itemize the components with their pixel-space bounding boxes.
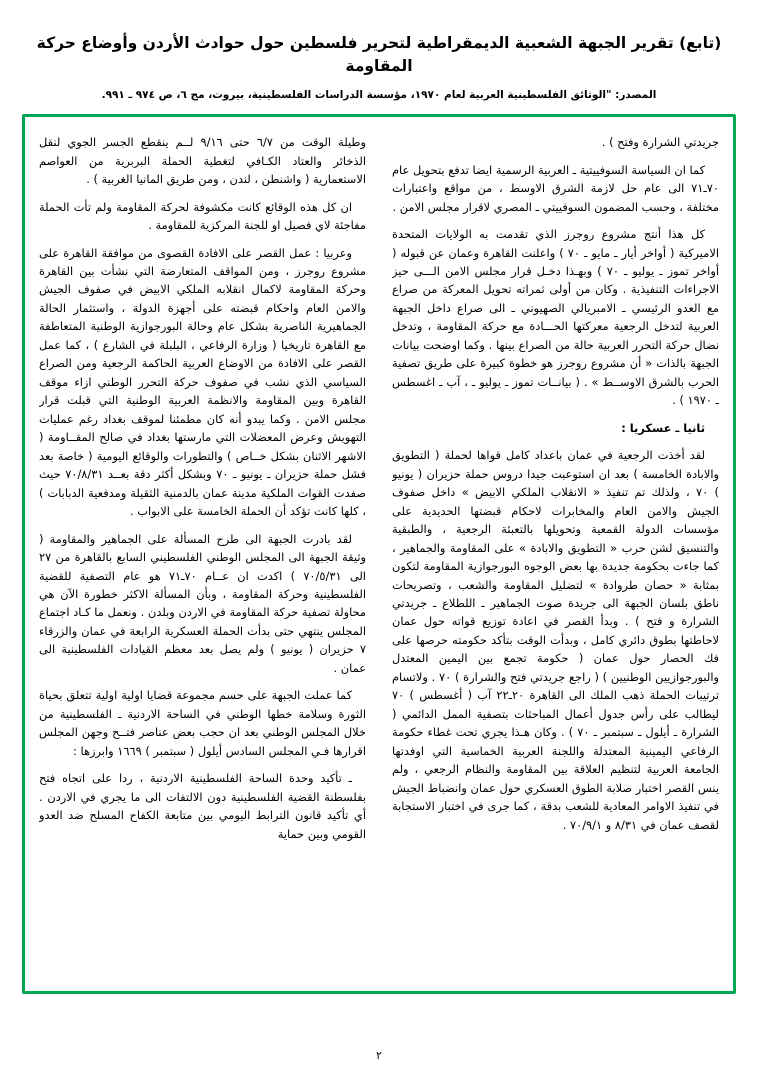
- paragraph: لقد بادرت الجبهة الى طرح المسألة على الجماهير والمقاومة ( وثيقة الجبهة الى المجلس الوطني الفلسطيني السابع بالقاهرة من ٢٧ الى ٧٠/٥/٣١ ) اكدت ان عــام ٧٠ـ٧١ هو عام التصفية للقضية الفلسطينية وحركة المقاومة ، وبأن المسألة الاكثر خطورة الآن هي محاولة تصفية حركة المقاومة في الاردن وبلدن . ونعمل ما كـاد اجتماع المجلس ينتهي حتى بدأت الحملة العسكرية الرابعة في عمان والزرقاء ٧ حزيران ( يونيو ) ولم يصل بعد معظم القيادات الفلسطينية الى عمان .: [39, 531, 366, 675]
- column-right: [392, 133, 719, 981]
- paragraph: لقد أخذت الرجعية في عمان باعداد كامل قواها لحملة ( التطويق والابادة الخامسة ) بعد ان استوعبت جيدا دروس حملة حزيران ( يونيو ) ٧٠ ، ولذلك تم تنفيذ « الانقلاب الملكي الابيض » داخل صفوف الجيش والامن العام والمخابرات لاحكام قبضتها الحديدية على مؤسسات الدولة القمعية وتحويلها بالتعبئة الرجعية ، والطبقية والتنسيق لشن حرب « التطويق والابادة » على المقاومة والجماهير ، كما جاءت بحكومة جديدة بها بعض الوجوه البورجوازية المقاومة لتكون بمثابة « حصان طروادة » لتضليل المقاومة والشعب ، وتصريحات ناطق بلسان الجبهة الى جريدة صوت الجماهير ـ اللطلاع ـ جريدتي الشرارة و فتح ) . وبدأ القصر في اعادة توزيع قواته حول عمان لاحاطتها بطوق دائري كامل ، وبدأت الوقت بتأكد حكومته حرصها على فك الحصار حول عمان ( حكومة تجمع بين اليمين المعتدل والبورجوازيين الوطنيين ) ( راجع جريدتي فتح والشرارة ) ٧٠ . ولاتسام ترتيبات الحملة ذهب الملك الى القاهرة ٢٠ـ٢٢ آب ( أغسطس ) ٧٠ ليطالب على رأس جدول أعمال المباحثات بتصفية الممل الدائمي ( الشرارة ـ أيلول ـ سبتمبر ـ ٧٠ ) . وكان هـذا يجري تحت غطاء حكومة الرفاعي اليمينية المعتدلة واللجنة العربية الخماسية التي اوفدتها الجامعة العربية لتنظيم العلاقة بين المقاومة والنظام الرجعي ، ولم ينس القصر اختبار صلابة الطوق العسكري حول عمان وانضباط الجيش في تنفيذ الاوامر المعادية للشعب بدقة ، كما جرى في اختبار الاستجابة لقصف عمان في ٨/٣١ و ٧٠/٩/١ .: [392, 448, 719, 832]
- paragraph: ـ تأكيد وحدة الساحة الفلسطينية الاردنية ، ردا على اتجاه فتح بفلسطنة القضية الفلسطينية دون الالتفات الى ما يجري في الاردن . أي تأكيد قانون الترابط اليومي بين متابعة الكفاح المسلح ضد العدو القومي وبين حماية: [39, 771, 366, 841]
- section-heading: ثانيا ـ عسكريا :: [621, 420, 705, 435]
- two-column-body: [39, 133, 719, 981]
- paragraph: ان كل هذه الوقائع كانت مكشوفة لحركة المقاومة ولم تأت الحملة مفاجئة لاي فصيل او للجنة المركزية للمقاومة .: [39, 199, 366, 233]
- source-line: المصدر: "الوثائق الفلسطينية العربية لعام ١٩٧٠، مؤسسة الدراسات الفلسطينية، بيروت، مج ٦، ص ٩٧٤ ـ ٩٩١.: [101, 88, 657, 101]
- paragraph: جريدتي الشرارة وفتح ) .: [601, 135, 719, 150]
- column-left: [39, 133, 366, 981]
- paragraph: كما عملت الجبهة على حسم مجموعة قضايا اولية اولية تتعلق بحياة الثورة وسلامة خطها الوطني في الساحة الاردنية ـ الفلسطينية من خلال المجلس الوطني بعد ان حجب بعض عناصر فتــح وجهن المجلس اقرارها فـي المجلس السادس أيلول ( سبتمبر ) ١٦٦٩ وابرزها :: [39, 688, 366, 758]
- paragraph: وعربيا : عمل القصر على الافادة القصوى من موافقة القاهرة على مشروع روجرز ، ومن المواقف المتعارضة التي نشأت بين القاهرة وحركة المقاومة لاكمال انقلابه الملكي الابيض في صفوف الجيش والامن العام واحكام قبضته على أجهزة الدولة ، واستثمار الحالة الجماهيرية الناصرية بشكل عام وحالة البورجوازية الوطنية المتعاطفة مع القاهرة تاريخيا ( وزارة الرفاعي ، البلبلة في الشارع ) ، كما عمل القصر على الافادة من الاوضاع العربية الحاكمة الرجعية ومن الصراع السياسي الذي نشب في صفوف حركة التحرر الوطني ازاء موقف القاهرة وبين المقاومة والانظمة العربية الوطنية التي قبلت قرار مجلس الامن . وكما يبدو أنه كان مطمئنا لموقف بغداد رغم عمليات التهويش وعرض المعضلات التي مارستها بغداد في صالح المقــاومة ( الاشهر الاثنان بشكل خــاص ) والتطورات والوقائع اليومية ( خاصة بعد فشل حملة حزيران ـ يونيو ـ ٧٠ وبشكل أكثر دقة بعــد ٧٠/٨/٣١ حيث صفدت القوات الملكية مدينة عمان بالدمنية الثقيلة ومدفعية الدبابات ) ، كلها كانت تؤكد أن الحملة الخامسة على الابواب .: [39, 245, 366, 519]
- paragraph: كما ان السياسة السوفييتية ـ العربية الرسمية ايضا تدفع بتحويل عام ٧٠ـ٧١ الى عام حل لازمة الشرق الاوسط ، من مواقع واعتبارات مختلفة ، وحسب المضمون السوفييتي ـ المصري لاقرار مجلس الامن .: [392, 162, 719, 214]
- paragraph: كل هذا أنتج مشروع روجرز الذي تقدمت به الولايات المتحدة الاميركية ( أواخر أيار ـ مايو ـ ٧٠ ) واعلنت القاهرة وعمان عن قبوله ( أواخر تموز ـ يوليو ـ ٧٠ ) وبهـذا دخـل قرار مجلس الامن الـــى حيز الاجراءات التنفيذية . وكان من أولى ثمراته تحويل المعركة من صراع مع العدو الرئيسي ـ الامبريالي الصهيوني ـ الى صراع داخل الجبهة العربية لتدخل الرجعية معركتها الحـــادة مع حركة المقاومة ، وتدخل نضال حركة التحرر العربية حالة من الصراع بينها . وكما اوضحت بيانات الجبهة بالذات « أن مشروع روجرز هو خطوة كبيرة على طريق تصفية الحرب بالشرق الاوســط » . ( بيانــات تموز ـ يوليو ـ ، آب ـ اغسطس ـ ١٩٧٠ ) .: [392, 227, 719, 408]
- content-frame: [22, 114, 736, 994]
- paragraph: وطيلة الوقت من ٦/٧ حتى ٩/١٦ لــم ينقطع الجسر الجوي لنقل الذخائر والعتاد الكـافي لتغطية الحملة البربرية من العواصم الاستعمارية ( واشنطن ، لندن ، ومن طريق المانيا الغربية ) .: [39, 135, 366, 187]
- page-number: ٢: [376, 1049, 382, 1062]
- page-title: (تابع) تقرير الجبهة الشعبية الديمقراطية لتحرير فلسطين حول حوادث الأردن وأوضاع حركة المقاومة: [36, 34, 722, 76]
